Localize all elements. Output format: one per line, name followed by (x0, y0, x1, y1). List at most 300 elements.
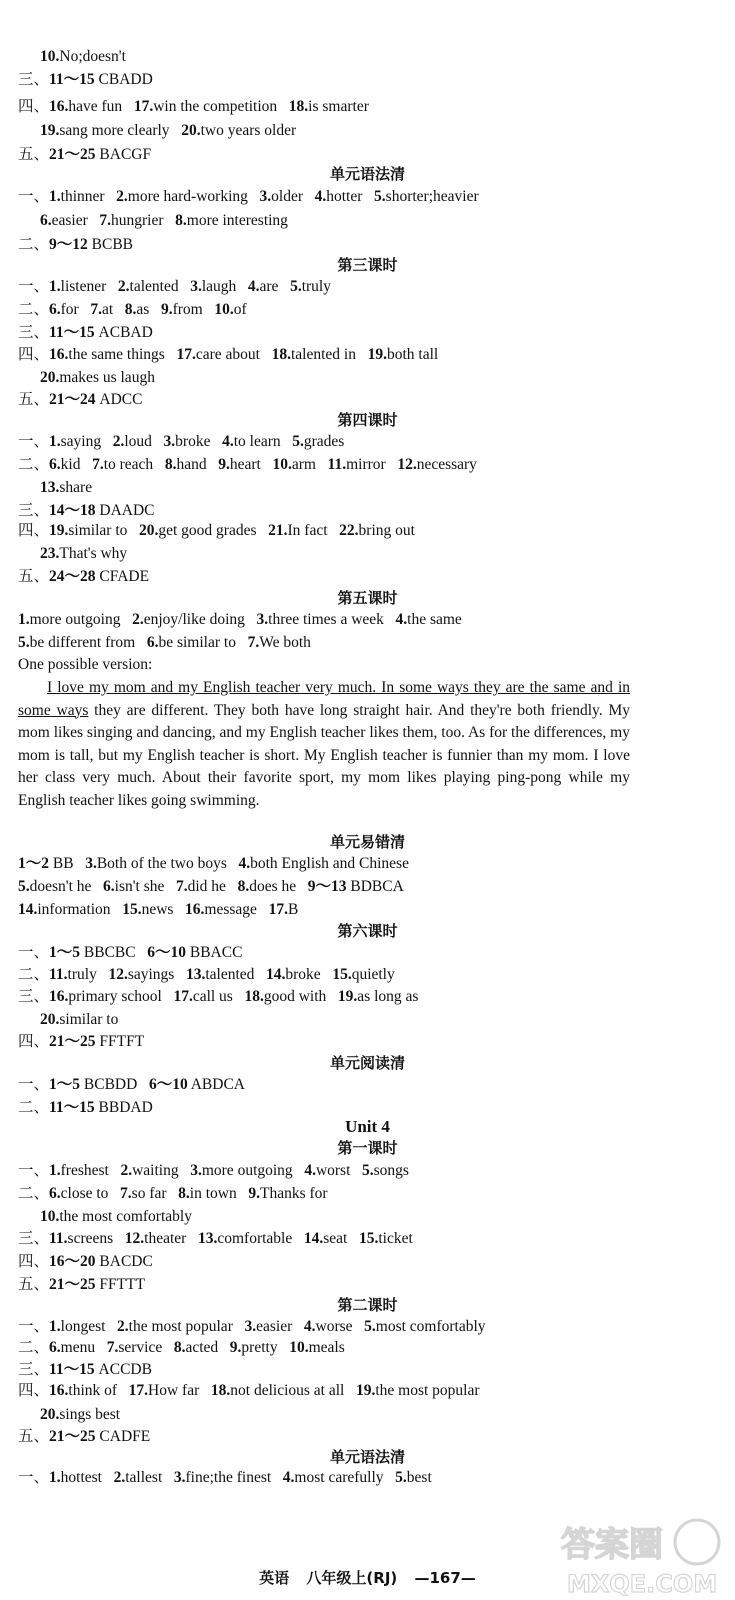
answer-number: 1. (49, 188, 61, 205)
answer-number: 5. (18, 634, 30, 651)
answer-number: 10. (40, 1208, 60, 1225)
answer-line (40, 477, 92, 499)
answer-number: 20. (40, 1406, 60, 1423)
answer-text: 一、 (18, 1318, 50, 1335)
answer-number: 14. (18, 901, 38, 918)
answer-line (18, 986, 418, 1008)
answer-text: from (172, 301, 215, 318)
answer-text: of (233, 301, 247, 318)
answer-text: 一、 (18, 1469, 50, 1486)
answer-text: so far (131, 1185, 179, 1202)
answer-text: listener (60, 278, 118, 295)
answer-text: Thanks for (259, 1185, 328, 1202)
answer-text: 三、 (18, 502, 50, 519)
answer-number: 19. (49, 522, 69, 539)
answer-text: hottest (60, 1469, 114, 1486)
answer-number: 2. (117, 278, 130, 295)
answer-number: 1. (49, 433, 61, 450)
answer-line (18, 964, 395, 986)
answer-text: FFTFT (95, 1033, 145, 1050)
answer-number: 7. (99, 212, 112, 229)
answer-number: 8. (175, 212, 187, 229)
answer-number: 5. (362, 1162, 374, 1179)
answer-text: talented (129, 278, 191, 295)
answer-number: 2. (132, 611, 144, 628)
answer-text: most carefully (294, 1469, 396, 1486)
answer-line (40, 1206, 192, 1228)
answer-number: 17. (133, 98, 154, 115)
answer-line (40, 46, 126, 68)
answer-number: 6. (49, 456, 61, 473)
answer-text: ABDCA (187, 1076, 245, 1093)
answer-line (18, 234, 133, 256)
answer-text: That's why (59, 545, 128, 562)
answer-number: 21～25 (49, 1033, 96, 1050)
answer-text: 一、 (18, 188, 50, 205)
answer-number: 21～25 (49, 1428, 96, 1445)
answer-number: 21～25 (49, 146, 96, 163)
answer-text: 四、 (18, 522, 50, 539)
answer-number: 16～20 (49, 1253, 96, 1270)
answer-text: 五、 (18, 1276, 50, 1293)
footer-subject: 英语 (259, 1569, 290, 1587)
answer-text: win the competition (153, 98, 289, 115)
answer-text: 二、 (18, 966, 50, 983)
section-heading: 第一课时 (337, 1139, 398, 1157)
answer-number: 18. (244, 988, 264, 1005)
answer-text: tallest (125, 1469, 174, 1486)
section-heading: 单元语法清 (329, 165, 405, 183)
answer-number: 1. (18, 611, 30, 628)
answer-number: 8. (237, 878, 250, 895)
answer-text: BBCBC (80, 944, 148, 961)
answer-number: 7. (176, 878, 188, 895)
answer-text: think of (68, 1382, 129, 1399)
answer-number: 11～15 (49, 324, 95, 341)
answer-number: 15. (332, 966, 352, 983)
answer-number: 2. (112, 433, 125, 450)
answer-line (40, 367, 155, 389)
answer-number: 16. (49, 346, 69, 363)
answer-number: 18. (288, 98, 309, 115)
answer-text: Both of the two boys (96, 855, 239, 872)
answer-text: hotter (326, 188, 375, 205)
answer-text: sang more clearly (59, 122, 182, 139)
answer-number: 9. (218, 456, 230, 473)
answer-text: seat (323, 1230, 359, 1247)
answer-number: 17. (173, 988, 193, 1005)
answer-text: 二、 (18, 1339, 50, 1356)
answer-text: the same (407, 611, 462, 628)
answer-line (40, 120, 296, 142)
answer-text: enjoy/like doing (143, 611, 257, 628)
answer-text: 一、 (18, 1162, 50, 1179)
answer-text: 一、 (18, 278, 50, 295)
answer-number: 12. (124, 1230, 145, 1247)
answer-number: 3. (173, 1469, 186, 1486)
answer-text: CADFE (95, 1428, 151, 1445)
answer-text: 三、 (18, 988, 50, 1005)
answer-text: meals (308, 1339, 345, 1356)
answer-text: ACBAD (94, 324, 153, 341)
answer-line (18, 632, 311, 654)
answer-text: call us (192, 988, 245, 1005)
answer-text: No;doesn't (59, 48, 126, 65)
answer-number: 14. (266, 966, 286, 983)
answer-number: 4. (222, 433, 234, 450)
answer-number: 11～15 (49, 71, 95, 88)
answer-text: most comfortably (375, 1318, 486, 1335)
answer-number: 6～10 (148, 1076, 188, 1093)
answer-number: 6. (49, 301, 61, 318)
answer-number: 15. (122, 901, 142, 918)
answer-number: 19. (367, 346, 387, 363)
answer-line (18, 876, 404, 898)
answer-text: more outgoing (201, 1162, 305, 1179)
section-heading: 单元易错清 (329, 833, 405, 851)
answer-text: be different from (29, 634, 147, 651)
essay-underlined-text: I love my mom and my English teacher very much. In some ways they are the same and in some ways (18, 679, 630, 719)
answer-text: more interesting (186, 212, 288, 229)
answer-text: share (59, 479, 93, 496)
answer-number: 13. (40, 479, 60, 496)
answer-number: 17. (176, 346, 196, 363)
answer-text: theater (144, 1230, 198, 1247)
answer-text: the same things (68, 346, 177, 363)
answer-number: 12. (108, 966, 128, 983)
answer-text: be similar to (158, 634, 248, 651)
answer-text: BACDC (95, 1253, 153, 1270)
answer-line (18, 389, 142, 411)
answer-line (18, 1380, 480, 1402)
answer-number: 8. (173, 1339, 186, 1356)
answer-number: 4. (247, 278, 260, 295)
answer-text: three times a week (268, 611, 396, 628)
answer-text: information (37, 901, 123, 918)
answer-text: menu (60, 1339, 107, 1356)
answer-text: get good grades (158, 522, 269, 539)
answer-text: 五、 (18, 146, 50, 163)
answer-text: necessary (416, 456, 477, 473)
answer-text: 三、 (18, 1361, 50, 1378)
answer-text: older (271, 188, 315, 205)
answer-number: 18. (271, 346, 291, 363)
answer-number: 20. (139, 522, 159, 539)
answer-text: 二、 (18, 236, 50, 253)
answer-number: 16. (185, 901, 205, 918)
answer-text: CBADD (94, 71, 153, 88)
answer-text: hand (176, 456, 219, 473)
answer-text: 一、 (18, 944, 50, 961)
answer-line (18, 1337, 345, 1359)
answer-text: more hard-working (127, 188, 260, 205)
answer-text: similar to (68, 522, 139, 539)
answer-number: 5. (290, 278, 302, 295)
answer-text: ADCC (95, 391, 143, 408)
answer-text: B (287, 901, 299, 918)
answer-number: 16. (49, 1382, 69, 1399)
answer-text: BBDAD (94, 1099, 153, 1116)
answer-number: 22. (339, 522, 359, 539)
answer-line (18, 299, 247, 321)
answer-line (18, 96, 369, 118)
answer-number: 21～25 (49, 1276, 96, 1293)
answer-text: is smarter (308, 98, 369, 115)
answer-line (40, 543, 127, 565)
answer-line (18, 1160, 409, 1182)
answer-number: 6～10 (147, 944, 186, 961)
answer-text: 二、 (18, 1099, 50, 1116)
answer-text: waiting (132, 1162, 191, 1179)
answer-text: BCBB (87, 236, 134, 253)
answer-text: makes us laugh (59, 369, 155, 386)
answer-line (18, 344, 438, 366)
answer-number: 4. (238, 855, 251, 872)
answer-number: 19. (40, 122, 60, 139)
answer-number: 13. (185, 966, 206, 983)
answer-number: 3. (259, 188, 272, 205)
section-heading: 第二课时 (337, 1296, 398, 1314)
answer-text: 三、 (18, 324, 50, 341)
answer-number: 14. (303, 1230, 324, 1247)
answer-number: 7. (90, 301, 102, 318)
answer-line (18, 186, 479, 208)
answer-line (18, 1031, 144, 1053)
section-heading: 第六课时 (337, 922, 398, 940)
answer-number: 11. (327, 456, 347, 473)
answer-text: message (204, 901, 269, 918)
answer-text: arm (291, 456, 328, 473)
answer-text: 五、 (18, 1428, 50, 1445)
answer-number: 5. (18, 878, 30, 895)
answer-line (18, 853, 409, 875)
answer-text: two years older (200, 122, 297, 139)
answer-line (18, 520, 415, 542)
answer-text: to reach (103, 456, 165, 473)
answer-text: 一、 (18, 1076, 50, 1093)
answer-number: 10. (272, 456, 292, 473)
essay-text: they are different. They both have long straight hair. And they're both friendly. My mom likes singing and dancing, and my English teacher likes them, too. As for the differences, my mom is tall, but my English teacher is short. My English teacher is funnier than my mom. I love her class very much. About their favorite sport, my mom likes playing ping-pong while my English teacher likes going swimming. (18, 701, 630, 809)
answer-number: 12. (397, 456, 417, 473)
answer-text: worst (315, 1162, 363, 1179)
answer-line (18, 1359, 152, 1381)
answer-text: quietly (351, 966, 395, 983)
answer-text: 二、 (18, 1185, 50, 1202)
answer-text: 三、 (18, 71, 50, 88)
answer-text: saying (60, 433, 113, 450)
answer-number: 5. (292, 433, 304, 450)
answer-text: as long as (357, 988, 419, 1005)
answer-text: news (141, 901, 186, 918)
answer-number: 2. (116, 188, 128, 205)
answer-line (18, 1183, 328, 1205)
answer-line (18, 1251, 153, 1273)
section-heading: 第三课时 (337, 256, 398, 274)
answer-line (40, 210, 288, 232)
answer-text: ticket (378, 1230, 413, 1247)
answer-text: both tall (386, 346, 439, 363)
answer-text: are (259, 278, 291, 295)
answer-line (18, 1074, 245, 1096)
answer-text: 四、 (18, 1033, 50, 1050)
answer-number: 20. (181, 122, 201, 139)
answer-line (18, 276, 331, 298)
answer-text: BACGF (95, 146, 152, 163)
answer-text: for (60, 301, 91, 318)
answer-line (18, 654, 152, 676)
answer-number: 1. (49, 1318, 61, 1335)
answer-text: 二、 (18, 301, 50, 318)
answer-number: 11. (49, 1230, 68, 1247)
answer-text: shorter;heavier (385, 188, 479, 205)
answer-text: broke (175, 433, 223, 450)
answer-line (18, 942, 242, 964)
answer-text: talented (205, 966, 267, 983)
answer-number: 3. (244, 1318, 257, 1335)
answer-line (18, 1467, 432, 1489)
answer-text: primary school (68, 988, 174, 1005)
answer-line (18, 1426, 150, 1448)
answer-text: FFTTT (95, 1276, 146, 1293)
answer-number: 10. (214, 301, 234, 318)
answer-text: laugh (201, 278, 248, 295)
answer-number: 9～13 (307, 878, 347, 895)
answer-line (18, 1316, 486, 1338)
answer-number: 1～2 (18, 855, 50, 872)
answer-number: 20. (40, 1011, 60, 1028)
answer-text: acted (185, 1339, 230, 1356)
answer-number: 6. (103, 878, 115, 895)
answer-text: pretty (241, 1339, 290, 1356)
answer-number: 7. (106, 1339, 119, 1356)
answer-text: sayings (127, 966, 186, 983)
answer-text: to learn (233, 433, 293, 450)
answer-text: comfortable (217, 1230, 304, 1247)
answer-text: easier (51, 212, 100, 229)
answer-number: 21. (268, 522, 288, 539)
answer-number: 3. (256, 611, 269, 628)
watermark-url: MXQE.COM (567, 1570, 718, 1598)
answer-number: 20. (40, 369, 60, 386)
answer-text: bring out (358, 522, 415, 539)
answer-number: 9. (160, 301, 173, 318)
answer-number: 19. (337, 988, 358, 1005)
answer-number: 3. (163, 433, 176, 450)
answer-number: 8. (124, 301, 137, 318)
answer-text: BDBCA (346, 878, 404, 895)
answer-number: 7. (120, 1185, 132, 1202)
footer-grade: 八年级上(RJ) (306, 1569, 398, 1587)
answer-number: 7. (247, 634, 260, 651)
answer-text: sings best (59, 1406, 121, 1423)
answer-text: broke (285, 966, 333, 983)
answer-number: 4. (314, 188, 327, 205)
answer-text: grades (303, 433, 345, 450)
answer-line (18, 1274, 145, 1296)
section-heading: 单元语法清 (329, 1448, 405, 1466)
answer-text: truly (301, 278, 331, 295)
answer-text: BCBDD (80, 1076, 149, 1093)
answer-number: 2. (113, 1469, 126, 1486)
answer-number: 10. (40, 48, 60, 65)
answer-number: 6. (146, 634, 159, 651)
answer-text: worse (315, 1318, 365, 1335)
answer-number: 9. (229, 1339, 242, 1356)
answer-text: freshest (60, 1162, 121, 1179)
answer-line (18, 609, 462, 631)
answer-text: In fact (287, 522, 340, 539)
answer-number: 3. (190, 1162, 202, 1179)
answer-line (18, 1228, 413, 1250)
answer-number: 9～12 (49, 236, 88, 253)
answer-text: 四、 (18, 1382, 50, 1399)
answer-number: 21～24 (49, 391, 96, 408)
answer-text: How far (148, 1382, 211, 1399)
answer-number: 11. (49, 966, 68, 983)
answer-number: 11～15 (49, 1361, 95, 1378)
answer-number: 19. (355, 1382, 376, 1399)
answer-number: 4. (304, 1162, 316, 1179)
answer-line (18, 500, 155, 522)
answer-number: 7. (92, 456, 104, 473)
answer-line (18, 899, 298, 921)
answer-number: 4. (303, 1318, 316, 1335)
answer-text: songs (373, 1162, 409, 1179)
sample-essay (18, 677, 630, 813)
answer-number: 17. (268, 901, 288, 918)
answer-text: fine;the finest (185, 1469, 283, 1486)
answer-text: 二、 (18, 456, 50, 473)
answer-text: the most popular (128, 1318, 245, 1335)
answer-number: 4. (282, 1469, 295, 1486)
answer-text: at (101, 301, 125, 318)
answer-text: 四、 (18, 346, 50, 363)
answer-text: talented in (290, 346, 368, 363)
answer-number: 6. (40, 212, 52, 229)
answer-number: 10. (289, 1339, 309, 1356)
answer-number: 11～15 (49, 1099, 95, 1116)
answer-number: 5. (364, 1318, 376, 1335)
answer-line (18, 322, 153, 344)
answer-text: 一、 (18, 433, 50, 450)
answer-text: does he (249, 878, 308, 895)
answer-text: did he (187, 878, 238, 895)
answer-text: One possible version: (18, 656, 153, 673)
answer-line (18, 69, 153, 91)
answer-number: 1～5 (49, 944, 81, 961)
answer-number: 14～18 (49, 502, 96, 519)
answer-number: 5. (395, 1469, 407, 1486)
answer-line (18, 566, 149, 588)
answer-text: the most comfortably (59, 1208, 192, 1225)
answer-number: 9. (248, 1185, 260, 1202)
answer-number: 1～5 (49, 1076, 81, 1093)
answer-text: close to (60, 1185, 121, 1202)
answer-text: heart (229, 456, 273, 473)
answer-number: 2. (120, 1162, 133, 1179)
answer-text: as (136, 301, 161, 318)
answer-number: 6. (49, 1185, 61, 1202)
answer-text: truly (67, 966, 109, 983)
answer-number: 18. (210, 1382, 231, 1399)
answer-text: the most popular (375, 1382, 480, 1399)
unit-heading: Unit 4 (345, 1117, 390, 1136)
answer-text: hungrier (111, 212, 176, 229)
answer-number: 6. (49, 1339, 61, 1356)
answer-number: 16. (49, 988, 69, 1005)
watermark-text: 答案圈 (561, 1525, 663, 1565)
answer-text: doesn't he (29, 878, 104, 895)
